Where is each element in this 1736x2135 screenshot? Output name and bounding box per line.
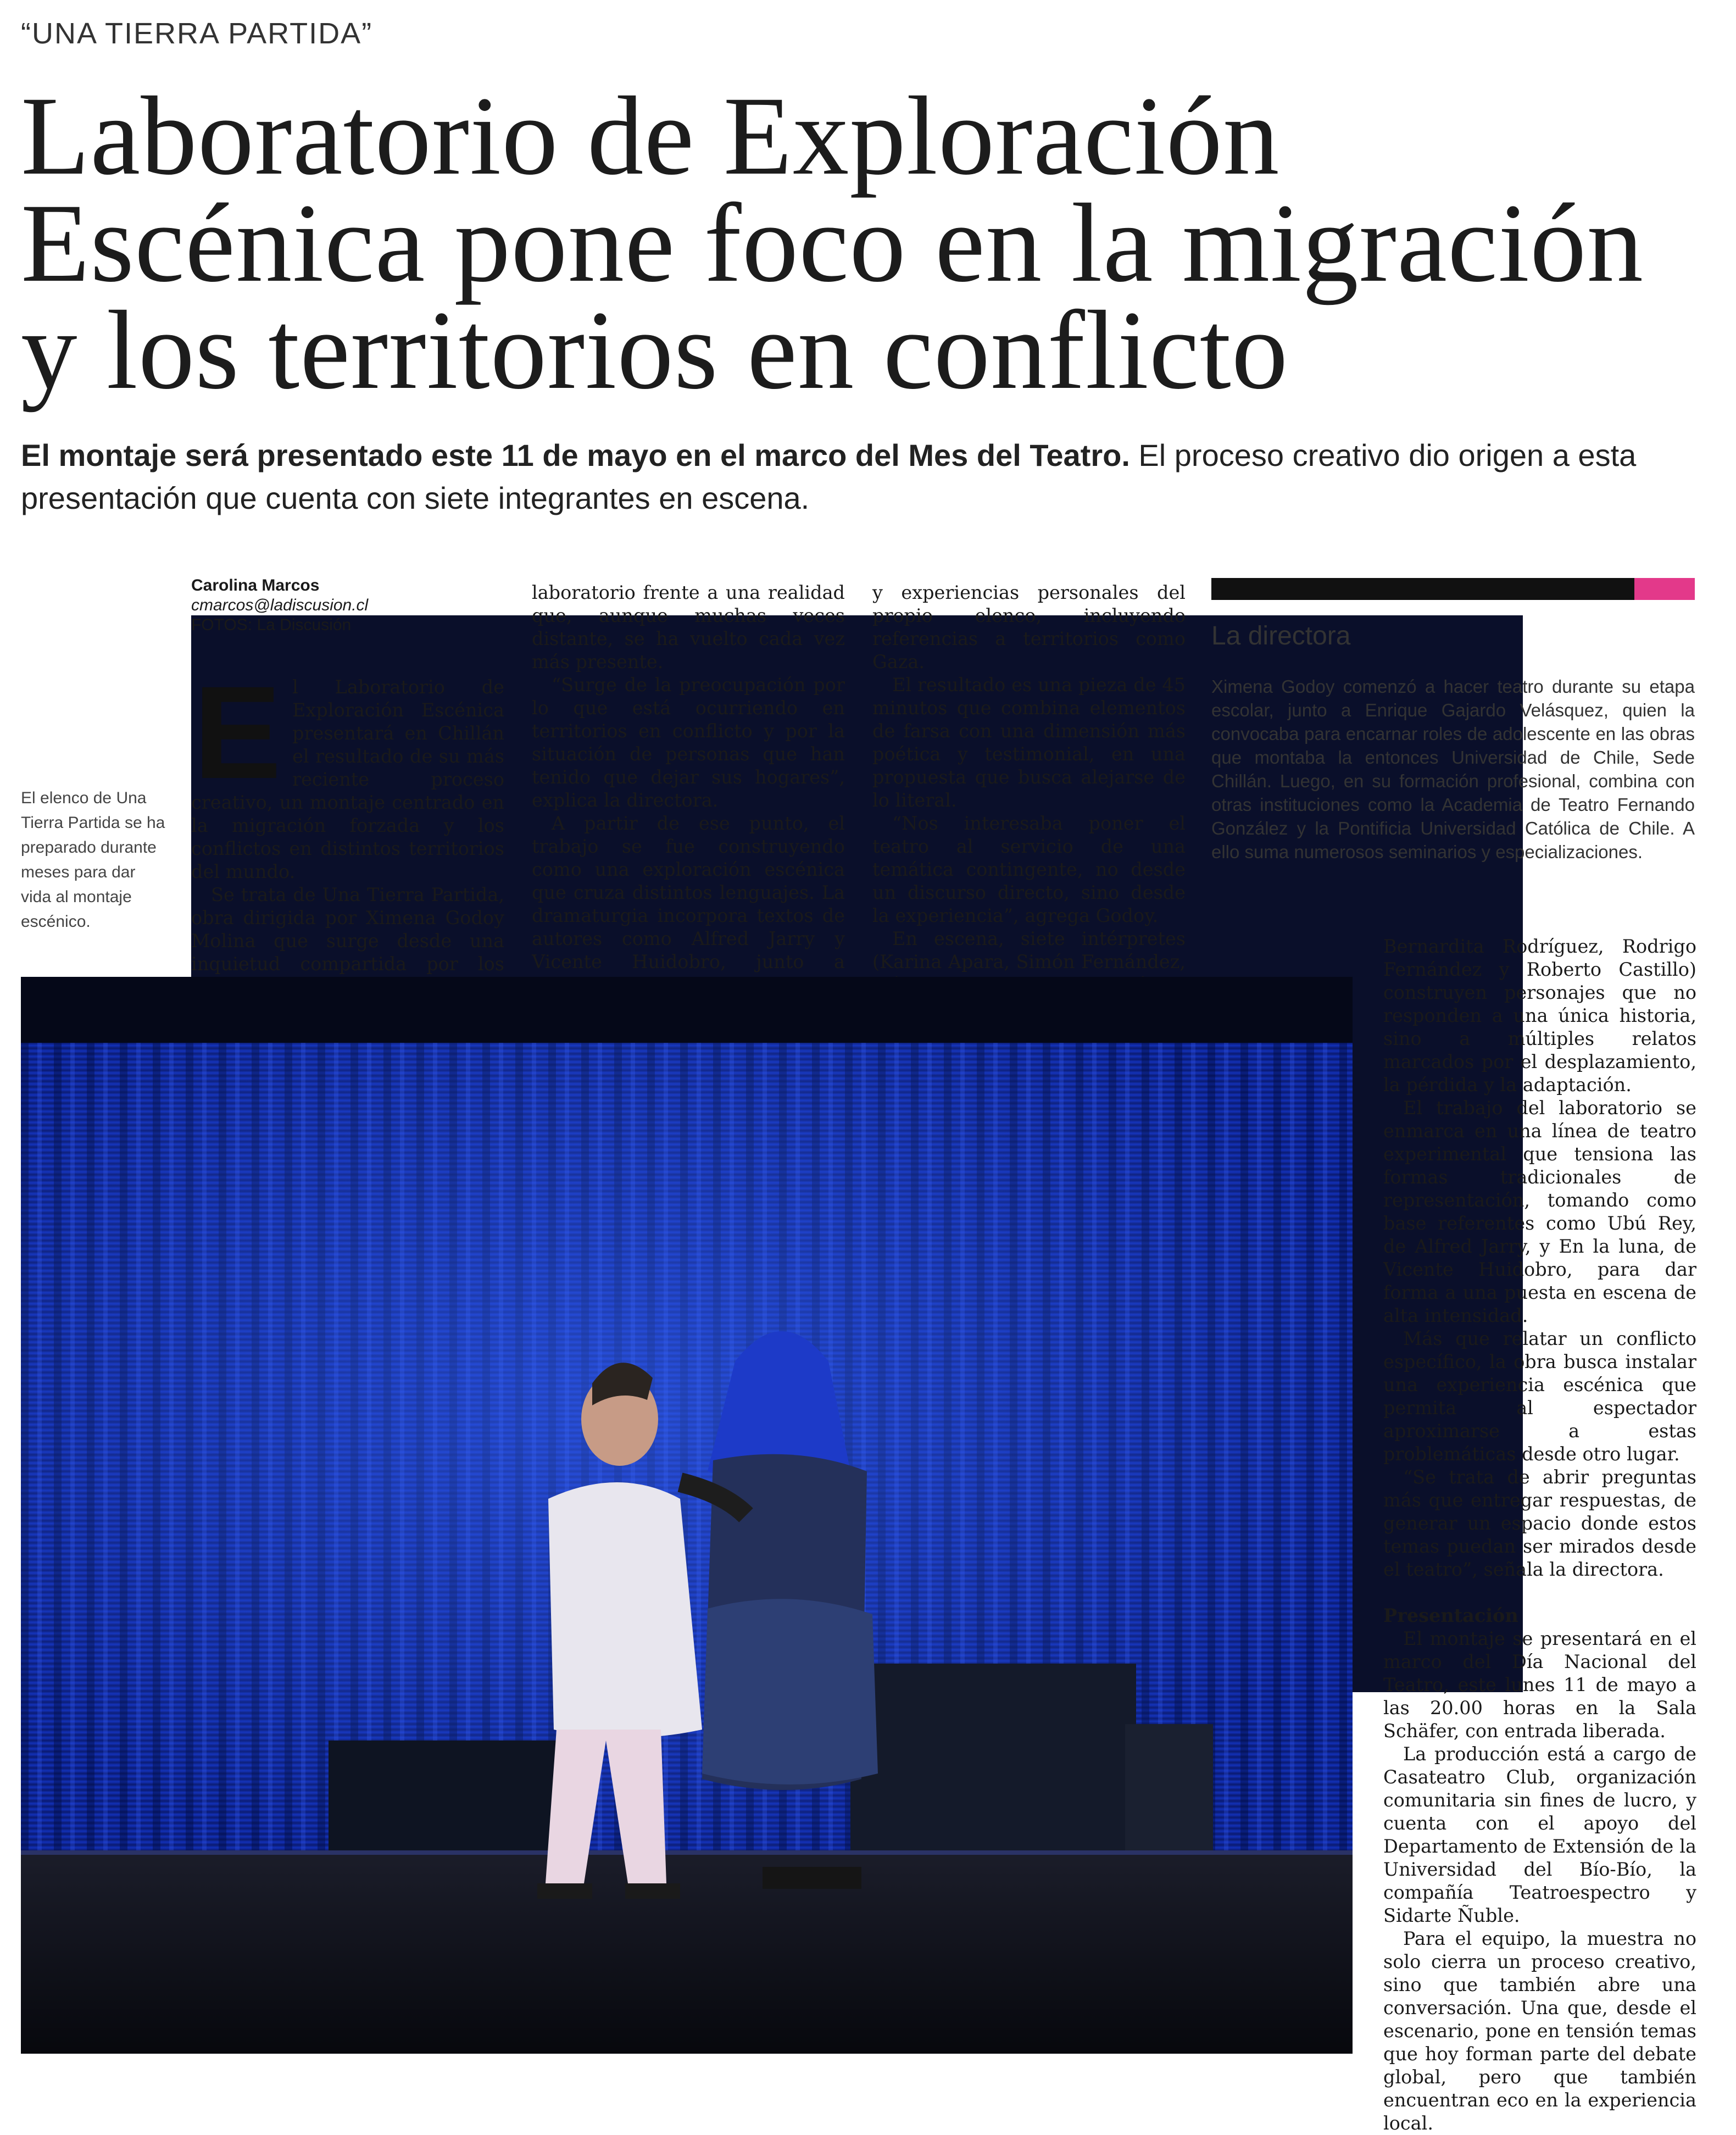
byline-author: Carolina Marcos — [191, 576, 320, 594]
sidebar-rule-accent — [1634, 578, 1695, 600]
body-paragraph: “Se trata de abrir preguntas más que entregar respuestas, de generar un espacio donde estos temas puedan ser mirados desde el teatro”, señala la directora. — [1383, 1466, 1696, 1580]
body-paragraph: La producción está a cargo de Casateatro Club, organización comunitaria sin fines de lucro, y cuenta con el apoyo del Departamento de Extensión de la Universidad del Bío-Bío, la compañía Teatroespectro y Sidarte Ñuble. — [1383, 1743, 1696, 1926]
body-paragraph: Bernardita Rodríguez, Rodrigo Fernández y Roberto Castillo) construyen personajes que no responden a una única historia, sino a múltiples relatos marcados por el desplazamiento, la pérdida y la adaptación. — [1383, 936, 1696, 1096]
body-paragraph: Más que relatar un conflicto específico, la obra busca instalar una experiencia escénica que permita al espectador aproximarse a estas problemáticas desde otro lugar. — [1383, 1328, 1696, 1465]
deck-bold: El montaje será presentado este 11 de mayo en el marco del Mes del Teatro. — [21, 438, 1130, 472]
body-paragraph: El resultado es una pieza de 45 minutos que combina elementos de farsa con una dimensión más poética y testimonial, en una propuesta que busca alejarse de lo literal. — [872, 674, 1186, 811]
stage-photo — [21, 977, 1353, 2054]
sidebar-text: Ximena Godoy comenzó a hacer teatro durante su etapa escolar, junto a Enrique Gajardo Velásquez, quien la convocaba para encarnar roles de adolescente en las obras que montaba la entonces Universidad de Chile, Sede Chillán. Luego, en su formación profesional, combina con otras instituciones como la Academia de Teatro Fernando González y la Pontificia Universidad Católica de Chile. A ello suma numerosos seminarios y especializaciones. — [1211, 676, 1695, 862]
body-column-4 — [1383, 935, 1696, 2135]
deck-regular: El proceso creativo dio origen a esta presentación que cuenta con siete integrantes en escena. — [21, 438, 1637, 515]
headline: Laboratorio de Exploración Escénica pone foco en la migración y los territorios en conflicto — [21, 74, 1644, 413]
body-paragraph: El trabajo del laboratorio se enmarca en una línea de teatro experimental que tensiona las formas tradicionales de representación, tomando como base referentes como Ubú Rey, de Alfred Jarry, y En la luna, de Vicente Huidobro, para dar forma a una puesta en escena de alta intensidad. — [1383, 1097, 1696, 1326]
kicker: “UNA TIERRA PARTIDA” — [21, 17, 373, 50]
body-paragraph: “Surge de la preocupación por lo que está ocurriendo en territorios en conflicto y por la situación de personas que han tenido que dejar sus hogares”, explica la directora. — [532, 674, 845, 811]
body-column-1 — [191, 659, 504, 999]
body-paragraph: El montaje se presentará en el marco del Día Nacional del Teatro, este lunes 11 de mayo a las 20.00 horas en la Sala Schäfer, con entrada liberada. — [1383, 1628, 1696, 1742]
photo-caption: El elenco de Una Tierra Partida se ha preparado durante meses para dar vida al montaje escénico. — [21, 789, 165, 931]
sidebar-rule — [1211, 578, 1695, 600]
body-paragraph: y experiencias personales del propio elenco, incluyendo referencias a territorios como Gaza. — [872, 582, 1186, 672]
body-paragraph: En escena, siete intérpretes (Karina Apara, Simón Fernández, — [872, 928, 1186, 972]
body-paragraph: A partir de ese punto, el trabajo se fue construyendo como una exploración escénica que cruza distintos lenguajes. La dramaturgia incorpora textos de autores como Alfred Jarry y Vicente Huidobro, junto a — [532, 813, 845, 972]
byline-email[interactable]: cmarcos@ladiscusion.cl — [191, 596, 369, 614]
body-paragraph: “Nos interesaba poner el teatro al servicio de una temática contingente, no desde un discurso directo, sino desde la experiencia”, agrega Godoy. — [872, 813, 1186, 926]
body-column-2 — [532, 581, 845, 1043]
deck — [21, 434, 1691, 520]
sidebar-title: La directora — [1211, 621, 1351, 650]
byline-photos: FOTOS: La Discusión — [191, 615, 1523, 1692]
body-paragraph: laboratorio frente a una realidad que, aunque muchas veces distante, se ha vuelto cada vez más presente. — [532, 582, 845, 672]
body-column-3 — [872, 581, 1186, 997]
dropcap: E — [193, 659, 282, 806]
body-paragraph: Se trata de Una Tierra Partida, obra dirigida por Ximena Godoy Molina que surge desde una inquietud compartida por los — [191, 884, 504, 975]
subhead-presentacion: Presentación — [1383, 1605, 1518, 1626]
body-paragraph: Para el equipo, la muestra no solo cierra un proceso creativo, sino que también abre una conversación. Una que, desde el escenario, pone en tensión temas que hoy forman parte del debate global, pero que también encuentran eco en la experiencia local. — [1383, 1928, 1696, 2134]
body-paragraph: El Laboratorio de Exploración Escénica presentará en Chillán el resultado de su más reciente proceso creativo, un montaje centrado en la migración forzada y los conflictos en distintos territorios del mundo. — [191, 659, 504, 882]
